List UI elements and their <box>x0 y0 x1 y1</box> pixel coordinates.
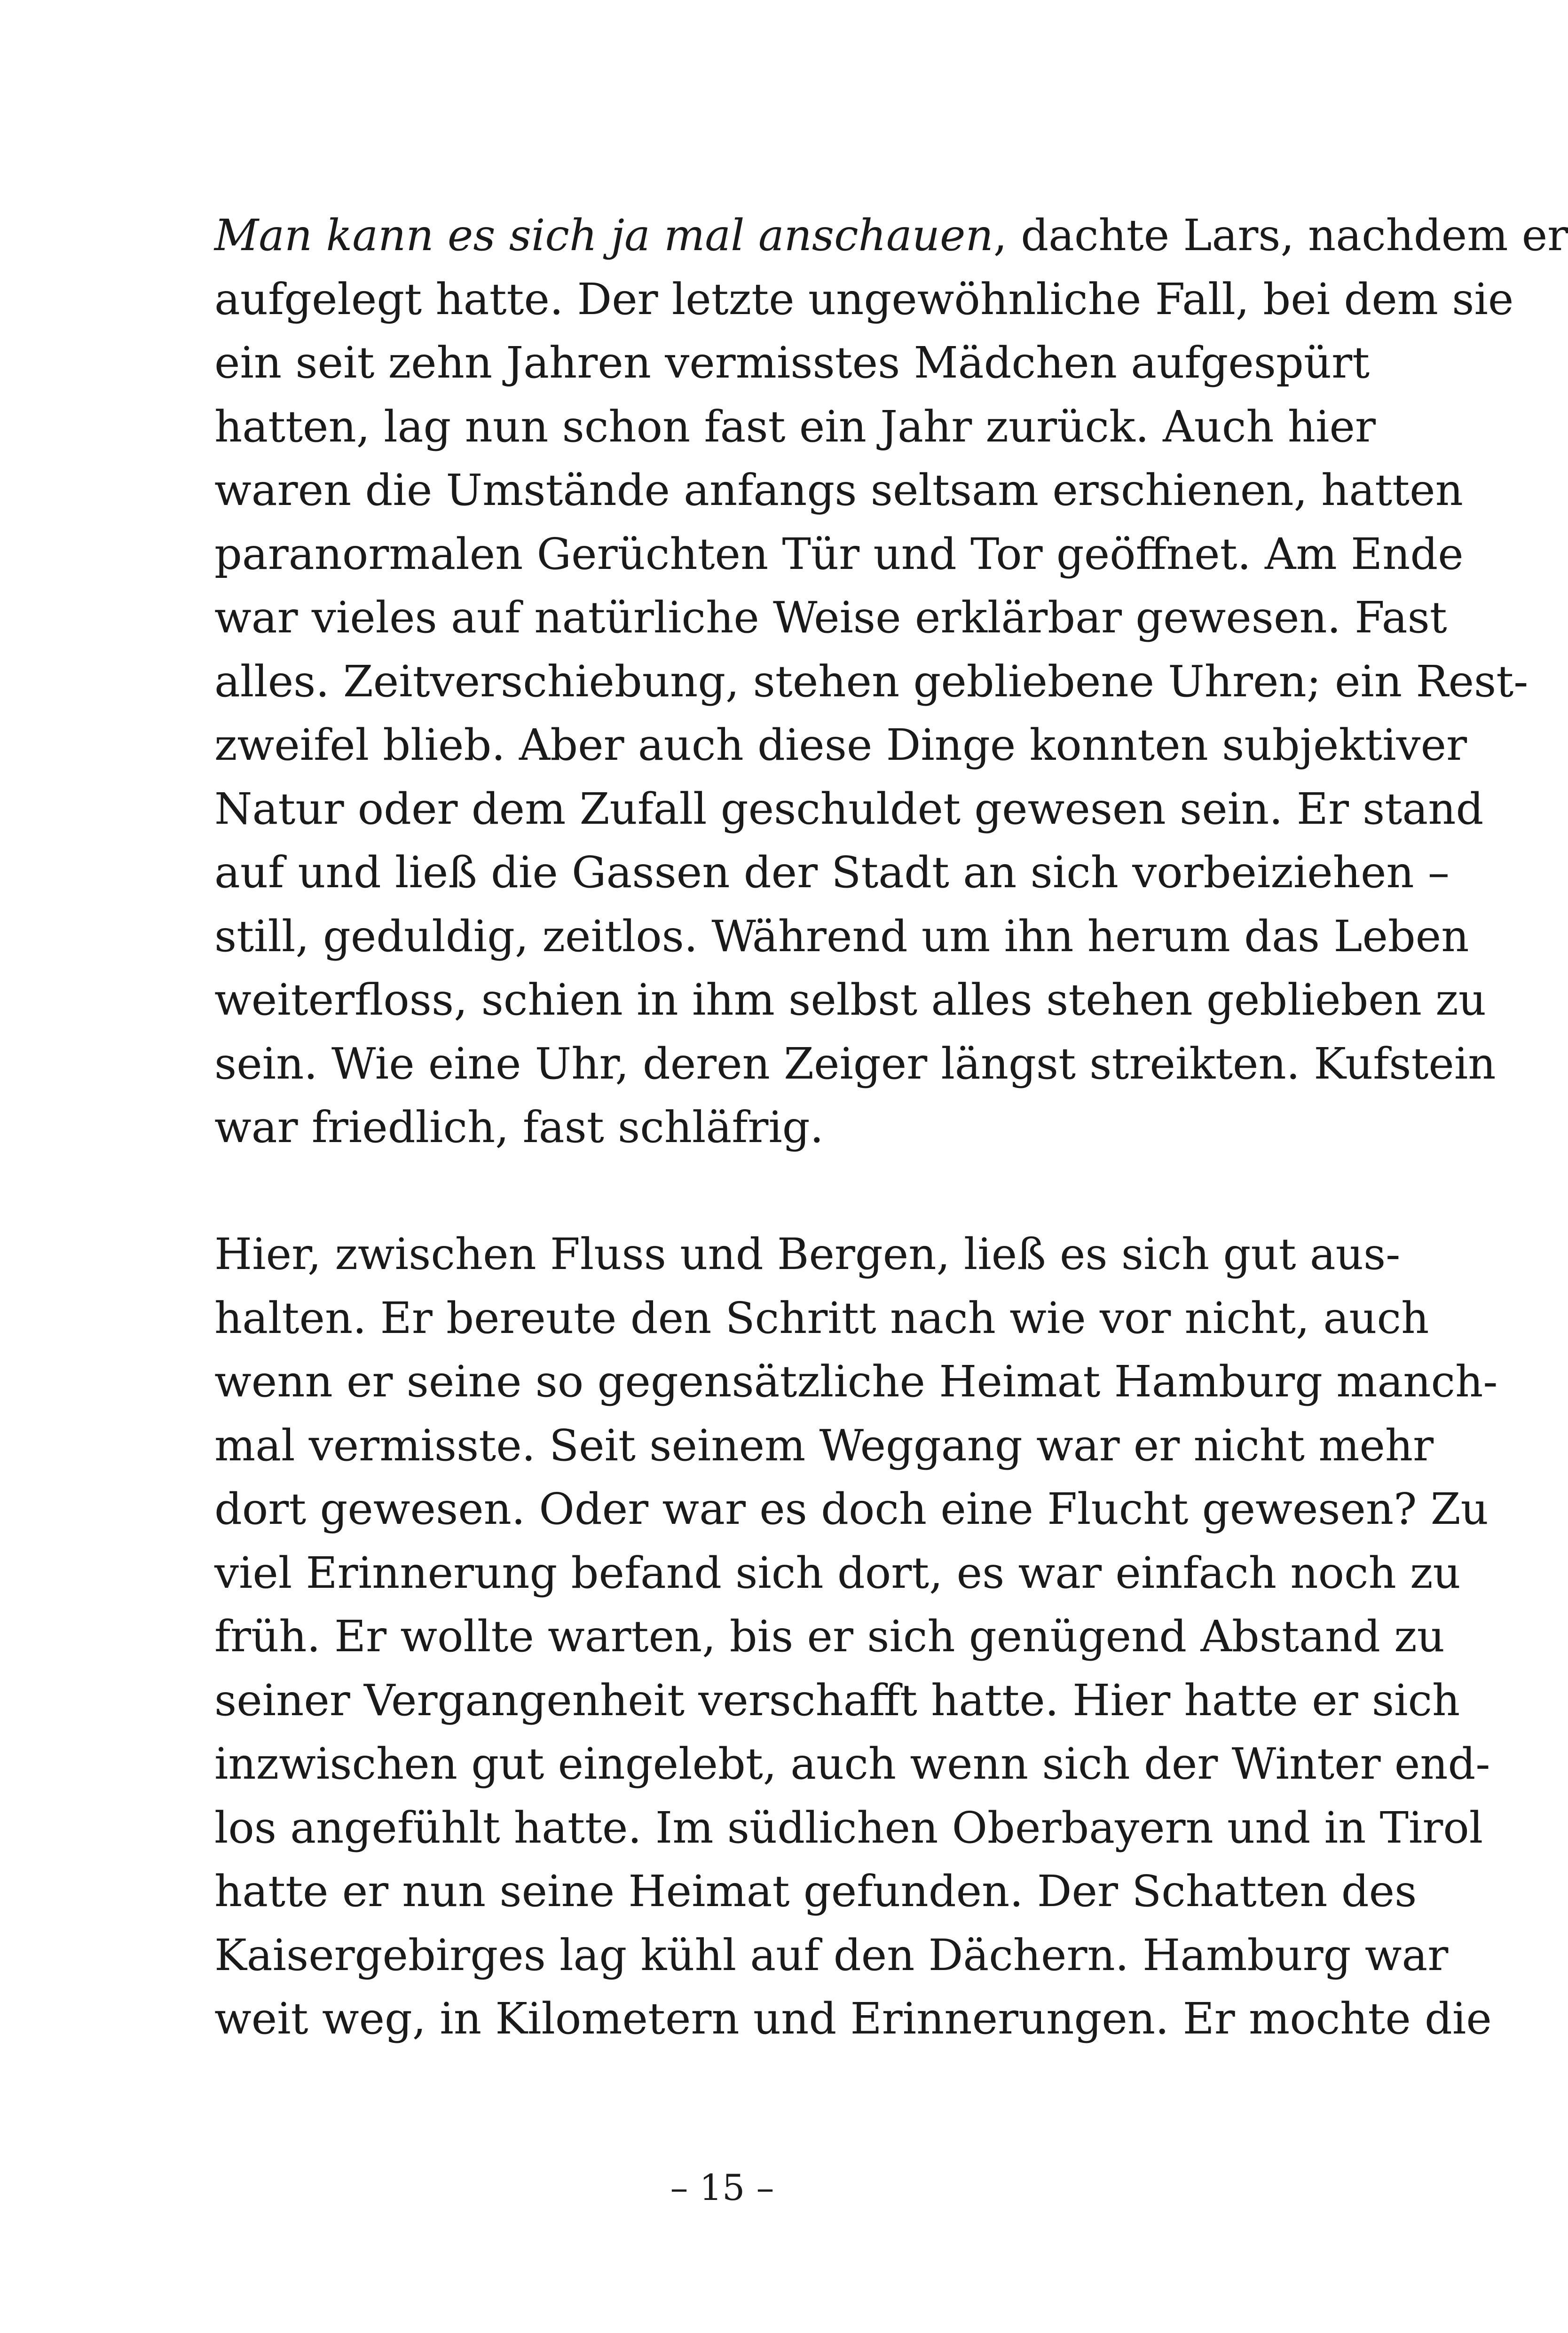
text-line: zweifel blieb. Aber auch diese Dinge konnten subjektiver <box>214 720 1467 770</box>
text-line: seiner Vergangenheit verschafft hatte. Hier hatte er sich <box>214 1675 1460 1726</box>
paragraph-2 <box>214 1222 1498 2051</box>
text-line: Kaisergebirges lag kühl auf den Dächern. Hamburg war <box>214 1930 1449 1980</box>
text-line: paranormalen Gerüchten Tür und Tor geöffnet. Am Ende <box>214 528 1464 579</box>
page-number: – 15 – <box>670 2167 774 2208</box>
text-line: aufgelegt hatte. Der letzte ungewöhnliche Fall, bei dem sie <box>214 274 1514 324</box>
text-line: still, geduldig, zeitlos. Während um ihn herum das Leben <box>214 911 1469 962</box>
text-line: mal vermisste. Seit seinem Weggang war er nicht mehr <box>214 1420 1434 1471</box>
text-line: auf und ließ die Gassen der Stadt an sich vorbeiziehen – <box>214 847 1450 898</box>
text-line: Natur oder dem Zufall geschuldet gewesen sein. Er stand <box>214 783 1484 834</box>
text-line: Hier, zwischen Fluss und Bergen, ließ es sich gut aus- <box>214 1229 1401 1279</box>
text-line: war friedlich, fast schläfrig. <box>214 1102 824 1152</box>
text-line: viel Erinnerung befand sich dort, es war einfach noch zu <box>214 1547 1461 1598</box>
text-line: los angefühlt hatte. Im südlichen Oberbayern und in Tirol <box>214 1802 1483 1853</box>
text-line: weiterfloss, schien in ihm selbst alles stehen geblieben zu <box>214 975 1487 1025</box>
italic-lead: Man kann es sich ja mal anschauen <box>214 210 993 260</box>
text-line <box>214 204 1568 268</box>
text-line: sein. Wie eine Uhr, deren Zeiger längst streikten. Kufstein <box>214 1038 1496 1089</box>
text-line: früh. Er wollte warten, bis er sich genügend Abstand zu <box>214 1611 1445 1662</box>
text-line: ein seit zehn Jahren vermisstes Mädchen aufgespürt <box>214 338 1370 388</box>
text-line: hatte er nun seine Heimat gefunden. Der Schatten des <box>214 1866 1417 1916</box>
paragraph-1 <box>214 204 1568 1159</box>
text-line: hatten, lag nun schon fast ein Jahr zurück. Auch hier <box>214 401 1376 452</box>
text-line-rest: , dachte Lars, nachdem er <box>993 210 1568 260</box>
text-line: waren die Umstände anfangs seltsam erschienen, hatten <box>214 465 1463 515</box>
text-line: inzwischen gut eingelebt, auch wenn sich der Winter end- <box>214 1739 1490 1789</box>
text-line: wenn er seine so gegensätzliche Heimat Hamburg manch- <box>214 1356 1498 1407</box>
text-line: war vieles auf natürliche Weise erklärbar gewesen. Fast <box>214 592 1447 643</box>
text-line: alles. Zeitverschiebung, stehen gebliebene Uhren; ein Rest- <box>214 656 1529 707</box>
text-line: dort gewesen. Oder war es doch eine Flucht gewesen? Zu <box>214 1484 1489 1534</box>
text-line: weit weg, in Kilometern und Erinnerungen. Er mochte die <box>214 1994 1492 2044</box>
text-line: halten. Er bereute den Schritt nach wie vor nicht, auch <box>214 1293 1429 1343</box>
